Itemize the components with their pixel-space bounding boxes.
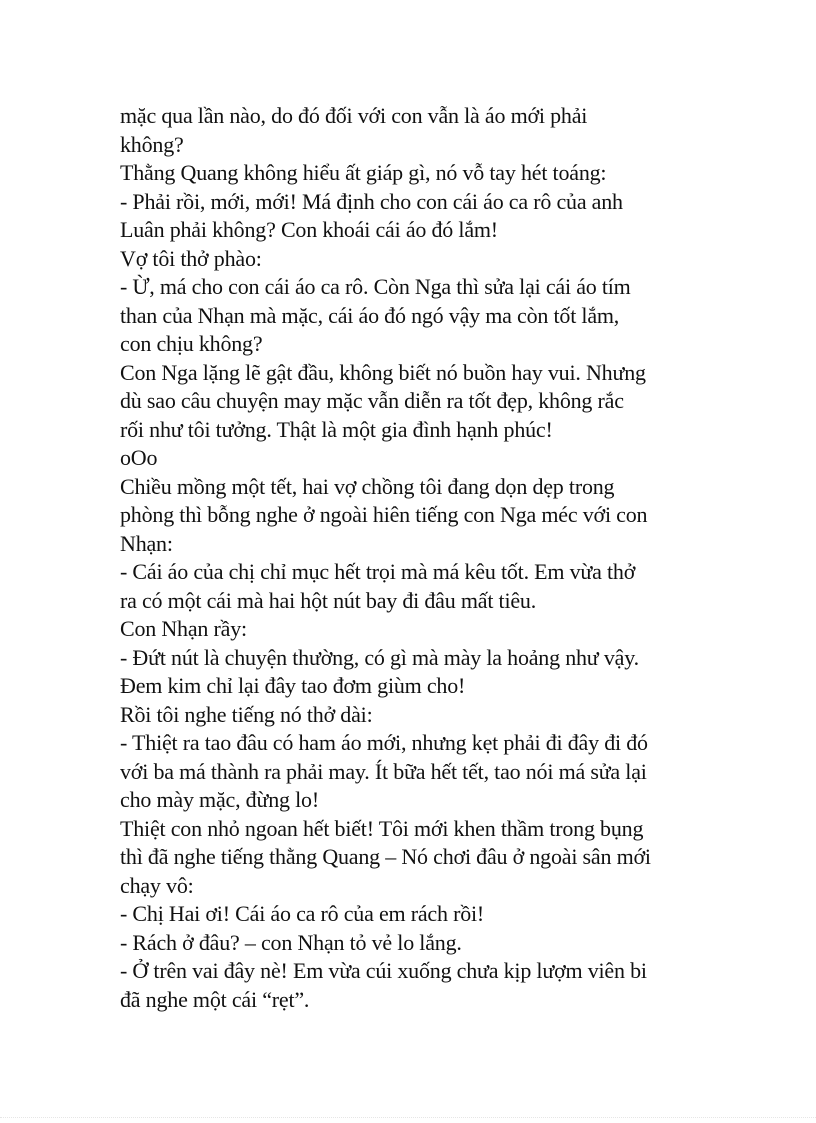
text-line: Con Nhạn rầy: [120,616,247,641]
text-line: Luân phải không? Con khoái cái áo đó lắm! [120,217,498,242]
text-line: than của Nhạn mà mặc, cái áo đó ngó vậy ma còn tốt lắm, [120,302,620,328]
text-line: - Rách ở đâu? – con Nhạn tỏ vẻ lo lắng. [120,929,462,955]
section-divider: oOo [120,445,158,470]
text-line: Rồi tôi nghe tiếng nó thở dài: [120,701,373,727]
text-line: Chiều mồng một tết, hai vợ chồng tôi đang dọn dẹp trong [120,473,615,499]
text-line: - Ở trên vai đây nè! Em vừa cúi xuống chưa kịp lượm viên bi [120,958,647,983]
text-line: - Phải rồi, mới, mới! Má định cho con cái áo ca rô của anh [120,188,623,214]
text-line: chạy vô: [120,872,194,898]
text-line: không? [120,131,184,157]
text-line: - Ừ, má cho con cái áo ca rô. Còn Nga thì sửa lại cái áo tím [120,274,631,299]
text-line: Đem kim chỉ lại đây tao đơm giùm cho! [120,673,466,698]
text-line: với ba má thành ra phải may. Ít bữa hết tết, tao nói má sửa lại [120,758,647,784]
text-line: cho mày mặc, đừng lo! [120,787,319,812]
text-line: - Chị Hai ơi! Cái áo ca rô của em rách rồi! [120,901,485,926]
text-line: - Cái áo của chị chỉ mục hết trọi mà má kêu tốt. Em vừa thở [120,559,636,584]
text-line: Vợ tôi thở phào: [120,245,262,271]
text-line: thì đã nghe tiếng thằng Quang – Nó chơi đâu ở ngoài sân mới [120,844,651,869]
text-line: Thằng Quang không hiểu ất giáp gì, nó vỗ tay hét toáng: [120,160,607,185]
text-line: mặc qua lần nào, do đó đối với con vẫn là áo mới phải [120,103,588,128]
text-line: rối như tôi tưởng. Thật là một gia đình hạnh phúc! [120,416,553,442]
text-line: đã nghe một cái “rẹt”. [120,986,310,1012]
text-line: Nhạn: [120,530,173,556]
text-line: Con Nga lặng lẽ gật đầu, không biết nó buồn hay vui. Nhưng [120,359,646,385]
text-line: ra có một cái mà hai hột nút bay đi đâu mất tiêu. [120,587,537,613]
text-line: phòng thì bỗng nghe ở ngoài hiên tiếng con Nga méc với con [120,502,648,527]
text-line: Thiệt con nhỏ ngoan hết biết! Tôi mới khen thầm trong bụng [120,815,644,841]
text-line: - Thiệt ra tao đâu có ham áo mới, nhưng kẹt phải đi đây đi đó [120,730,648,755]
page-bottom-edge [0,1117,816,1118]
text-line: con chịu không? [120,331,263,356]
text-line: dù sao câu chuyện may mặc vẫn diễn ra tốt đẹp, không rắc [120,388,624,413]
text-line: - Đứt nút là chuyện thường, có gì mà mày la hoảng như vậy. [120,644,639,670]
story-text [120,102,710,1014]
